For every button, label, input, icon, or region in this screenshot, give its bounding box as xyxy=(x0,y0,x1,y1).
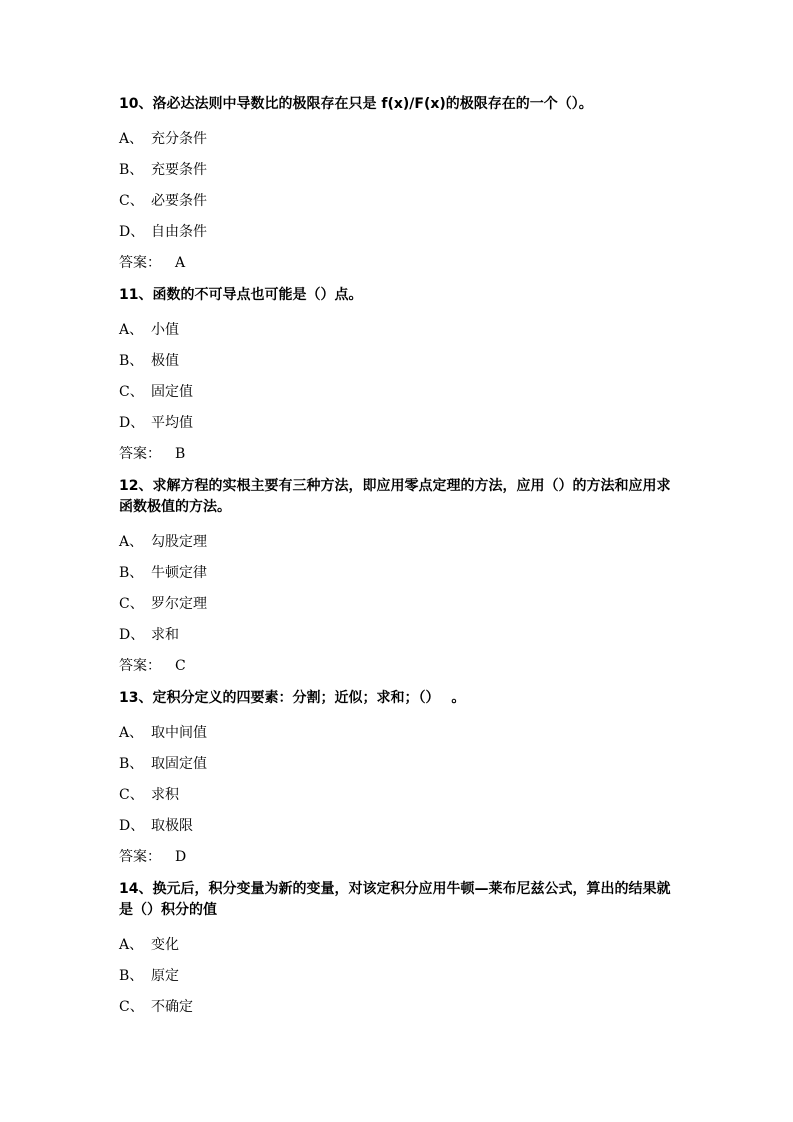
option-d xyxy=(119,619,679,650)
answer-label: 答案： xyxy=(119,657,161,674)
option-b xyxy=(119,345,679,376)
option-text: 小值 xyxy=(151,321,179,338)
option-a xyxy=(119,123,679,154)
answer-label: 答案： xyxy=(119,254,161,271)
option-text: 自由条件 xyxy=(151,223,207,240)
option-letter: B、 xyxy=(119,755,144,772)
option-a xyxy=(119,717,679,748)
option-text: 必要条件 xyxy=(151,192,207,209)
question-14 xyxy=(119,879,679,1022)
question-11 xyxy=(119,285,679,469)
option-c xyxy=(119,185,679,216)
option-letter: D、 xyxy=(119,223,145,240)
answer-line xyxy=(119,438,679,469)
option-letter: C、 xyxy=(119,595,144,612)
option-d xyxy=(119,810,679,841)
option-b xyxy=(119,960,679,991)
option-letter: D、 xyxy=(119,626,145,643)
option-letter: B、 xyxy=(119,352,144,369)
option-letter: A、 xyxy=(119,533,144,550)
answer-line xyxy=(119,841,679,872)
answer-value: D xyxy=(175,848,187,865)
answer-line xyxy=(119,247,679,278)
question-title: 13、定积分定义的四要素：分割；近似；求和；（） 。 xyxy=(119,690,466,706)
option-text: 取极限 xyxy=(151,817,193,834)
answer-value: A xyxy=(175,254,186,271)
answer-label: 答案： xyxy=(119,848,161,865)
option-text: 固定值 xyxy=(151,383,193,400)
answer-label: 答案： xyxy=(119,445,161,462)
option-a xyxy=(119,929,679,960)
question-10 xyxy=(119,94,679,278)
option-letter: C、 xyxy=(119,786,144,803)
option-c xyxy=(119,588,679,619)
question-title: 11、函数的不可导点也可能是（）点。 xyxy=(119,287,363,303)
option-text: 平均值 xyxy=(151,414,193,431)
option-c xyxy=(119,376,679,407)
document-page xyxy=(119,94,679,1022)
option-b xyxy=(119,748,679,779)
option-c xyxy=(119,991,679,1022)
question-12 xyxy=(119,476,679,681)
answer-value: B xyxy=(175,445,186,462)
option-a xyxy=(119,314,679,345)
option-text: 原定 xyxy=(151,967,179,984)
question-title: 12、求解方程的实根主要有三种方法，即应用零点定理的方法，应用（）的方法和应用求函数极值的方法。 xyxy=(119,478,671,515)
option-letter: B、 xyxy=(119,564,144,581)
question-13 xyxy=(119,688,679,872)
option-text: 求积 xyxy=(151,786,179,803)
answer-line xyxy=(119,650,679,681)
option-letter: C、 xyxy=(119,998,144,1015)
option-text: 极值 xyxy=(151,352,179,369)
option-text: 充要条件 xyxy=(151,161,207,178)
option-letter: C、 xyxy=(119,383,144,400)
option-letter: A、 xyxy=(119,936,144,953)
option-text: 充分条件 xyxy=(151,130,207,147)
option-d xyxy=(119,216,679,247)
option-letter: A、 xyxy=(119,724,144,741)
option-letter: A、 xyxy=(119,130,144,147)
option-b xyxy=(119,154,679,185)
option-text: 勾股定理 xyxy=(151,533,207,550)
answer-value: C xyxy=(175,657,186,674)
option-b xyxy=(119,557,679,588)
option-letter: A、 xyxy=(119,321,144,338)
option-text: 不确定 xyxy=(151,998,193,1015)
option-text: 求和 xyxy=(151,626,179,643)
option-text: 取中间值 xyxy=(151,724,207,741)
option-letter: D、 xyxy=(119,817,145,834)
option-d xyxy=(119,407,679,438)
option-text: 牛顿定律 xyxy=(151,564,207,581)
option-c xyxy=(119,779,679,810)
option-letter: D、 xyxy=(119,414,145,431)
option-text: 变化 xyxy=(151,936,179,953)
option-letter: B、 xyxy=(119,967,144,984)
option-a xyxy=(119,526,679,557)
option-letter: B、 xyxy=(119,161,144,178)
question-title: 10、洛必达法则中导数比的极限存在只是 f(x)/F(x)的极限存在的一个（）。 xyxy=(119,96,593,112)
question-title: 14、换元后，积分变量为新的变量，对该定积分应用牛顿—莱布尼兹公式，算出的结果就是（）积分的值 xyxy=(119,881,671,918)
option-text: 取固定值 xyxy=(151,755,207,772)
option-text: 罗尔定理 xyxy=(151,595,207,612)
option-letter: C、 xyxy=(119,192,144,209)
